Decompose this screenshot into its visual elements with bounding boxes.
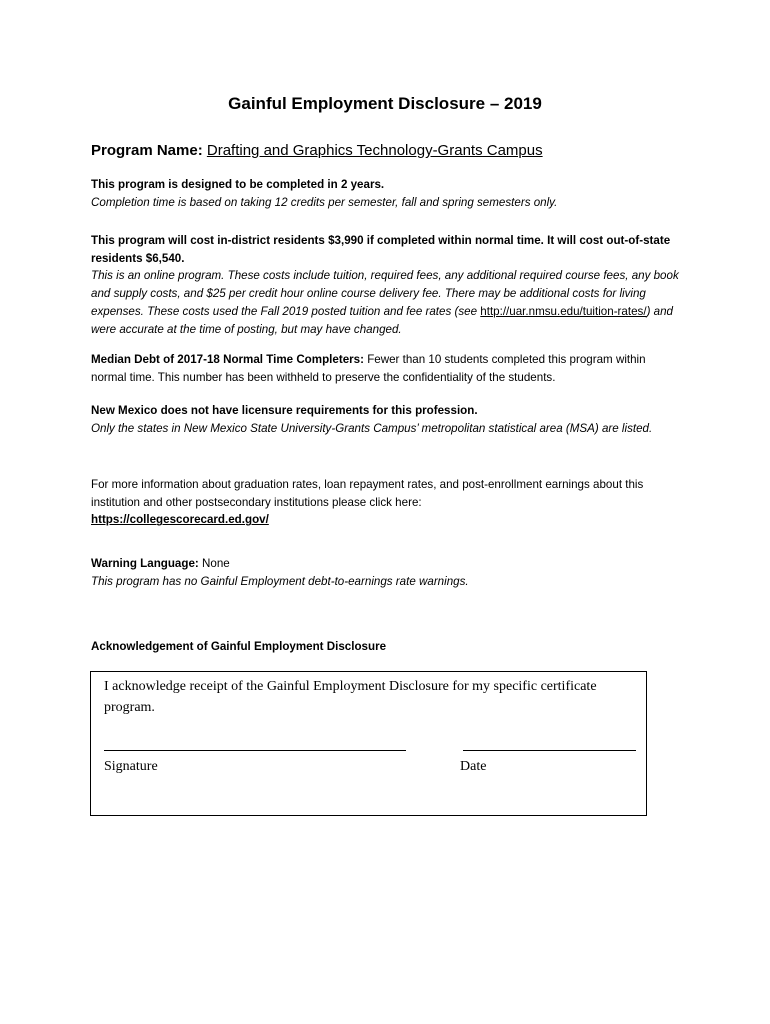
licensure-note: Only the states in New Mexico State University-Grants Campus’ metropolitan statistical area (MSA) are listed. — [91, 421, 653, 435]
warning-section — [91, 555, 681, 590]
cost-note — [91, 267, 681, 338]
cost-statement: This program will cost in-district residents $3,990 if completed within normal time. It will cost out-of-state residents $6,540. — [91, 234, 671, 265]
cost-note-tail: ) and were accurate at the time of posting, but may have changed. — [91, 304, 673, 336]
warning-value: None — [198, 557, 230, 570]
warning-note: This program has no Gainful Employment debt-to-earnings rate warnings. — [91, 574, 469, 588]
tuition-rates-link[interactable]: http://uar.nmsu.edu/tuition-rates/ — [480, 304, 647, 318]
more-info-text: For more information about graduation rates, loan repayment rates, and post-enrollment earnings about this institution and other postsecondary institutions please click here: — [91, 478, 644, 509]
signature-line[interactable] — [104, 750, 406, 751]
program-name-line — [91, 142, 543, 159]
warning-label: Warning Language: — [91, 557, 199, 570]
college-scorecard-link[interactable]: https://collegescorecard.ed.gov/ — [91, 513, 269, 527]
program-name-label: Program Name: — [91, 142, 203, 159]
median-debt-section — [91, 351, 681, 386]
date-label: Date — [460, 759, 487, 774]
date-line[interactable] — [463, 750, 636, 751]
duration-note: Completion time is based on taking 12 credits per semester, fall and spring semesters only. — [91, 195, 558, 209]
page-title: Gainful Employment Disclosure – 2019 — [228, 94, 542, 113]
median-debt-text: Fewer than 10 students completed this program within normal time. This number has been withheld to preserve the confidentiality of the students. — [91, 353, 646, 384]
acknowledgement-heading: Acknowledgement of Gainful Employment Disclosure — [91, 640, 387, 653]
signature-label: Signature — [104, 759, 158, 774]
median-debt-label: Median Debt of 2017-18 Normal Time Completers: — [91, 353, 364, 366]
more-info-section — [91, 476, 681, 529]
licensure-statement: New Mexico does not have licensure requirements for this profession. — [91, 404, 478, 417]
cost-note-text: This is an online program. These costs include tuition, required fees, any additional required course fees, any book and supply costs, and $25 per credit hour online course delivery fee. There may be additional costs for living expenses. These costs used the Fall 2019 posted tuition and fee rates (see — [91, 269, 679, 318]
duration-section — [91, 176, 681, 211]
program-name-value: Drafting and Graphics Technology-Grants Campus — [206, 142, 543, 159]
duration-statement: This program is designed to be completed in 2 years. — [91, 178, 385, 191]
acknowledgement-text: I acknowledge receipt of the Gainful Employment Disclosure for my specific certificate program. — [104, 679, 597, 715]
cost-section — [91, 232, 681, 338]
licensure-section — [91, 402, 681, 437]
acknowledgement-box — [90, 671, 647, 816]
